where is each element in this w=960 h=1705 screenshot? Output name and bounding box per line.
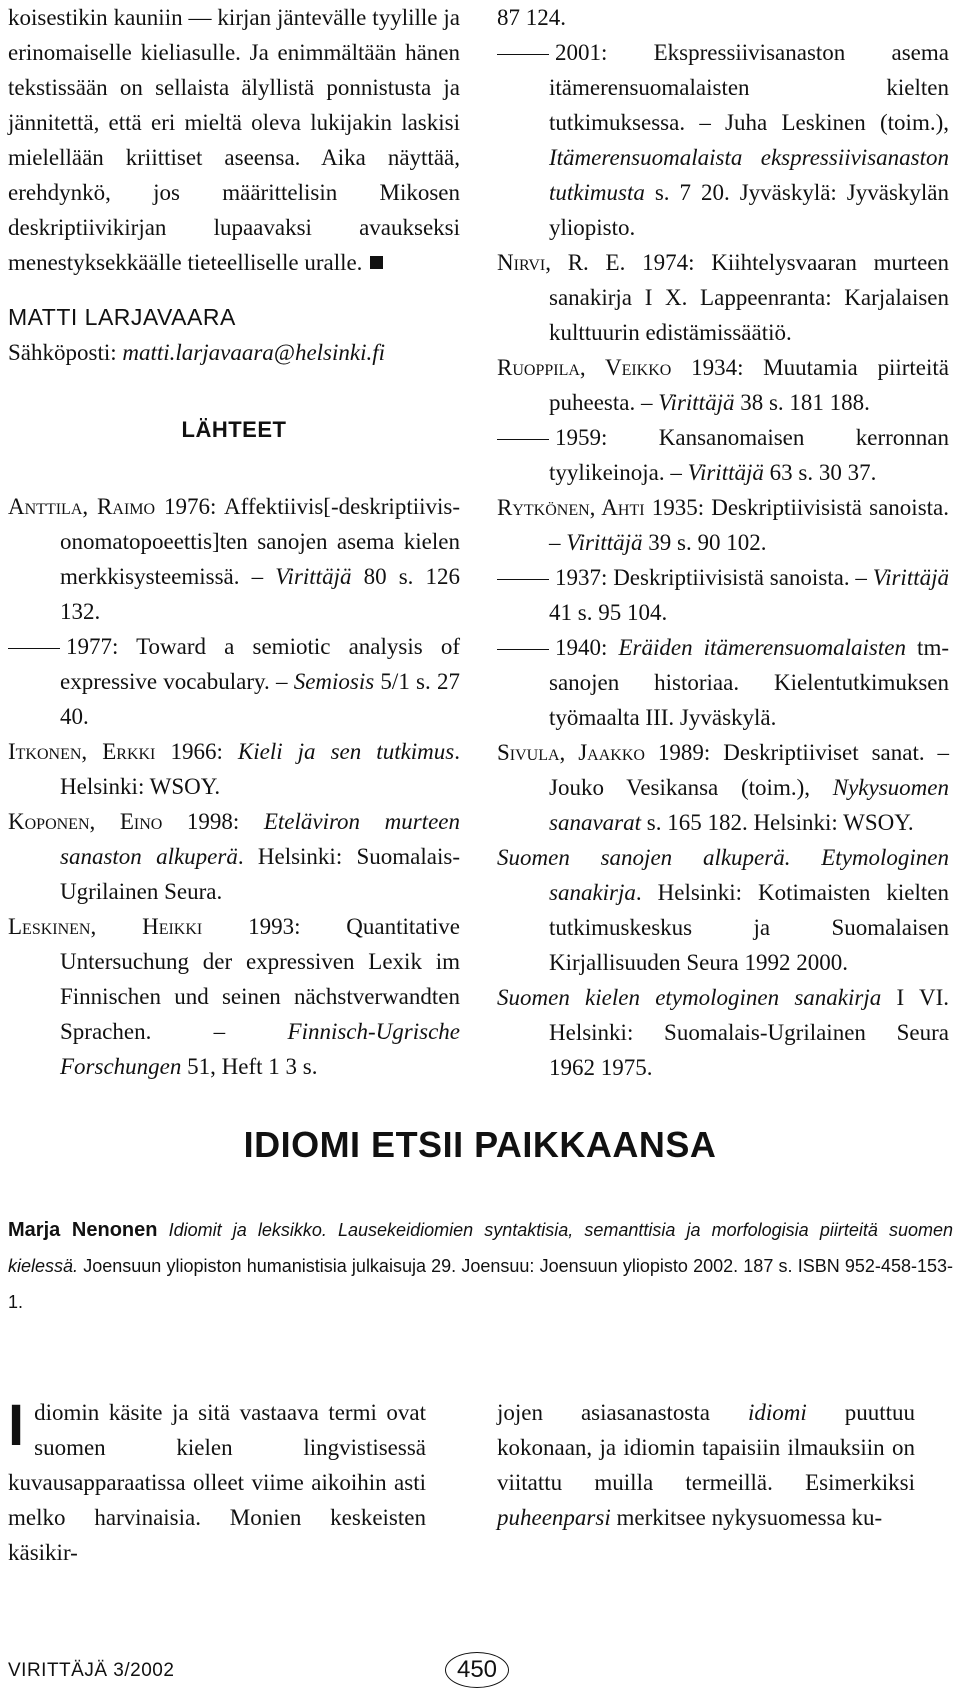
- journal-footer: VIRITTÄJÄ 3/2002: [8, 1660, 175, 1681]
- reference-author: Itkonen, Erkki: [8, 739, 156, 764]
- reference-details: 39 s. 90 102.: [642, 530, 767, 555]
- body-right-text-3: merkitsee nykysuomessa ku-: [610, 1505, 883, 1530]
- reference-entry: [497, 490, 949, 560]
- repeat-author-dash: [497, 439, 549, 440]
- reference-entry: [497, 980, 949, 1085]
- reference-text: 1959: Kansanomaisen kerronnan tyylikeinoja. –: [549, 425, 949, 485]
- publication-info: Joensuun yliopiston humanistisia julkaisuja 29. Joensuu: Joensuun yliopisto 2002. 187 s. ISBN 952-458-153-1.: [8, 1256, 953, 1312]
- reference-title: Itämerensuomalaista ekspressiivisanaston tutkimusta: [549, 145, 949, 205]
- reference-text: 1993: Quantitative Untersuchung der expressiven Lexik im Finnischen und seinen nächstverwandten Sprachen. –: [60, 914, 460, 1044]
- reference-details: . Helsinki: Kotimaisten kielten tutkimuskeskus ja Suomalaisen Kirjallisuuden Seura 1992 2000.: [549, 880, 949, 975]
- reference-author: Ruoppila, Veikko: [497, 355, 672, 380]
- reference-details: 5/1 s. 27 40.: [60, 669, 460, 729]
- reference-title: Eräiden itämerensuomalaisten: [618, 635, 906, 660]
- reference-text: 87 124.: [497, 5, 566, 30]
- reference-entry: [497, 735, 949, 840]
- repeat-author-dash: [497, 649, 549, 650]
- reference-entry: [497, 560, 949, 630]
- sources-heading: LÄHTEET: [181, 417, 287, 442]
- reference-entry: [497, 630, 949, 735]
- reference-author: Sivula, Jaakko: [497, 740, 645, 765]
- reference-entry: [497, 420, 949, 490]
- author-email-line: [8, 335, 460, 370]
- reference-title: Semiosis: [293, 669, 375, 694]
- reference-details: . Helsinki: WSOY.: [60, 739, 460, 799]
- reference-text: 1976: Affektiivis[-deskriptiivis-onomatopoeettis]ten sanojen asema kielen merkkisysteemissä. –: [60, 494, 460, 589]
- reference-entry: [497, 245, 949, 350]
- book-author: Marja Nenonen: [8, 1219, 158, 1241]
- review-closing-text: koisestikin kauniin — kirjan jäntevälle tyylille ja erinomaiselle kieliasulle. Ja enimmältään hänen tekstissään on sellaista älyllistä ponnistusta ja jännitettä, että eri mieltä oleva lukijakin laskisi mielellään kriittiset aseensa. Aika näyttää, erehdynkö, jos määrittelisin Mikosen deskriptiivikirjan lupaavaksi avaukseksi menestyksekkäälle tieteelliselle uralle.: [8, 5, 460, 275]
- reference-details: 63 s. 30 37.: [763, 460, 877, 485]
- reference-title: Virittäjä: [275, 564, 352, 589]
- reference-entry: [8, 489, 460, 629]
- reference-title: Finnisch-Ugrische Forschungen: [60, 1019, 460, 1079]
- reference-text: 1934: Muutamia piirteitä puheesta. –: [549, 355, 949, 415]
- reference-author: Nirvi, R. E.: [497, 250, 626, 275]
- reference-details: 41 s. 95 104.: [549, 600, 668, 625]
- reference-title: Suomen kielen etymologinen sanakirja: [497, 985, 882, 1010]
- body-right-italic-2: puheenparsi: [497, 1505, 611, 1530]
- review-body-left: [8, 1395, 426, 1570]
- reference-details: tm-sanojen historiaa. Kielentutkimuksen työmaalta III. Jyväskylä.: [549, 635, 949, 730]
- reference-title: Nykysuomen sanavarat: [549, 775, 949, 835]
- reference-entry: [497, 840, 949, 980]
- left-column: [8, 0, 460, 1084]
- reference-details: 80 s. 126 132.: [60, 564, 460, 624]
- reference-entry: [8, 629, 460, 734]
- reference-details: 51, Heft 1 3 s.: [181, 1054, 318, 1079]
- reference-text: 2001: Ekspressiivisanaston asema itämerensuomalaisten kielten tutkimuksessa. – Juha Leskinen (toim.),: [549, 40, 949, 135]
- review-body-right: [497, 1395, 915, 1535]
- reference-title: Eteläviron murteen sanaston alkuperä: [60, 809, 460, 869]
- review-title: IDIOMI ETSII PAIKKAANSA: [243, 1124, 717, 1165]
- reference-entry: [497, 0, 949, 35]
- reference-details: 38 s. 181 188.: [734, 390, 870, 415]
- reference-entry: [8, 909, 460, 1084]
- reference-entry: [497, 350, 949, 420]
- reference-text: 1974: Kiihtelysvaaran murteen sanakirja I X. Lappeenranta: Karjalaisen kulttuurin edistämissäätiö.: [549, 250, 949, 345]
- reference-title: Virittäjä: [566, 530, 643, 555]
- repeat-author-dash: [497, 54, 549, 55]
- repeat-author-dash: [8, 648, 60, 649]
- reference-text: 1989: Deskriptiiviset sanat. – Jouko Vesikansa (toim.),: [549, 740, 950, 800]
- review-author-name: MATTI LARJAVAARA: [8, 304, 236, 330]
- page-number: 450: [445, 1652, 509, 1688]
- reference-text: 1977: Toward a semiotic analysis of expressive vocabulary. –: [60, 634, 460, 694]
- reference-details: s. 165 182. Helsinki: WSOY.: [641, 810, 914, 835]
- reference-title: Kieli ja sen tutkimus: [237, 739, 455, 764]
- reference-author: Koponen, Eino: [8, 809, 163, 834]
- email-label: Sähköposti:: [8, 340, 117, 365]
- reference-details: s. 7 20. Jyväskylä: Jyväskylän yliopisto.: [549, 180, 949, 240]
- reference-text: 1998:: [162, 809, 264, 834]
- reference-title: Suomen sanojen alkuperä. Etymologinen sanakirja: [497, 845, 949, 905]
- reference-entry: [8, 734, 460, 804]
- body-right-italic-1: idiomi: [747, 1400, 807, 1425]
- review-bibliography: [8, 1212, 953, 1320]
- book-title: Idiomit ja leksikko. Lausekeidiomien syntaktisia, semanttisia ja morfologisia piirteitä suomen kielessä.: [8, 1220, 953, 1276]
- reference-list-right: [497, 0, 949, 1085]
- reference-text: 1940:: [555, 635, 619, 660]
- review-body-left-text: diomin käsite ja sitä vastaava termi ovat suomen kielen lingvistisessä kuvausapparaatissa olleet viime aikoihin asti melko harvinaisia. Monien keskeisten käsikir-: [8, 1400, 426, 1565]
- reference-entry: [497, 35, 949, 245]
- reference-text: 1937: Deskriptiivisistä sanoista. –: [555, 565, 873, 590]
- right-column: [497, 0, 949, 1085]
- reference-author: Rytkönen, Ahti: [497, 495, 645, 520]
- reference-text: 1966:: [155, 739, 238, 764]
- review-closing-paragraph: [8, 0, 460, 280]
- drop-cap: I: [8, 1393, 25, 1458]
- repeat-author-dash: [497, 579, 549, 580]
- reference-details: . Helsinki: Suomalais-Ugrilainen Seura.: [60, 844, 460, 904]
- reference-title: Virittäjä: [658, 390, 735, 415]
- reference-details: I VI. Helsinki: Suomalais-Ugrilainen Seura 1962 1975.: [549, 985, 949, 1080]
- reference-title: Virittäjä: [872, 565, 949, 590]
- reference-entry: [8, 804, 460, 909]
- reference-text: 1935: Deskriptiivisistä sanoista. –: [549, 495, 949, 555]
- reference-list-left: [8, 489, 460, 1084]
- author-email[interactable]: matti.larjavaara@helsinki.fi: [122, 340, 386, 365]
- body-right-text-2: puuttuu kokonaan, ja idiomin tapaisiin ilmauksiin on viitattu muilla termeillä. Esimerkiksi: [497, 1400, 915, 1495]
- reference-title: Virittäjä: [687, 460, 764, 485]
- body-right-text-1: jojen asiasanastosta: [497, 1400, 748, 1425]
- reference-author: Leskinen, Heikki: [8, 914, 203, 939]
- end-of-article-mark: [370, 256, 383, 269]
- reference-author: Anttila, Raimo: [8, 494, 156, 519]
